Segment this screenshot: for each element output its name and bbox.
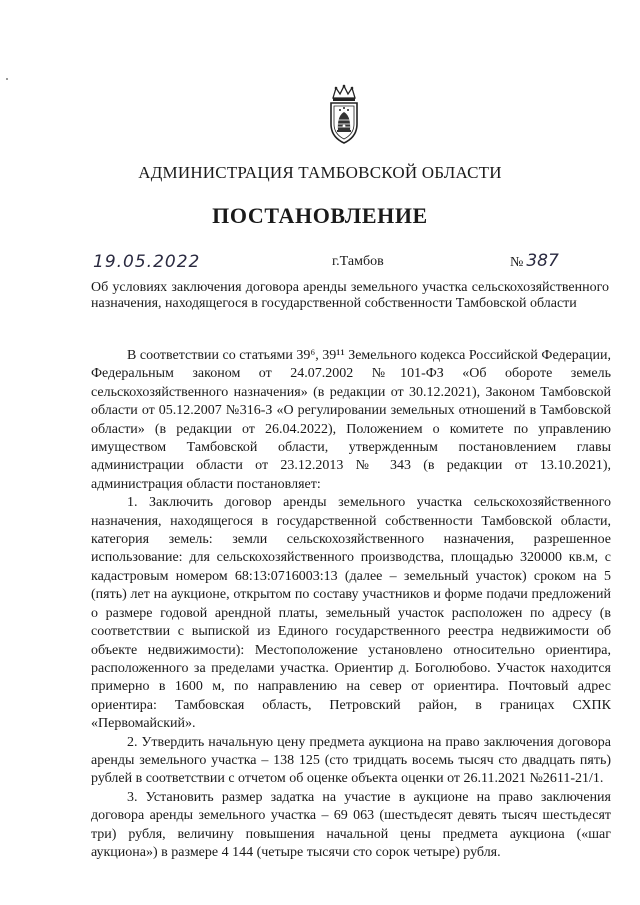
document-place: г.Тамбов [332,254,384,269]
document-type-title: ПОСТАНОВЛЕНИЕ [212,203,428,228]
item-2-paragraph: 2. Утвердить начальную цену предмета аукциона на право заключения договора аренды земельного участка – 138 125 (сто тридцать восемь тысяч сто двадцать пять) рублей в соответствии с отчетом об оценке объекта оценки от 26.11.2021 №2611-21/1. [91,734,611,787]
item-3-paragraph: 3. Установить размер задатка на участие в аукционе на право заключения договора аренды земельного участка – 69 063 (шестьдесят девять тысяч шестьдесят три) рубля, величину повышения начальной цены предмета аукциона («шаг аукциона») в размере 4 144 (четыре тысячи сто сорок четыре) рубля. [91,789,611,860]
coat-of-arms-icon [324,84,364,146]
organization-name: АДМИНИСТРАЦИЯ ТАМБОВСКОЙ ОБЛАСТИ [138,163,502,182]
preamble-paragraph: В соответствии со статьями 39⁶, 39¹¹ Земельного кодекса Российской Федерации, Федеральным законом от 24.07.2002 №101-ФЗ «Об обороте земель сельскохозяйственного назначения» (в редакции от 30.12.2021), Законом Тамбовской области от 05.12.2007 №316-З «О регулировании земельных отношений в Тамбовской области» (в редакции от 26.04.2022), Положением о комитете по управлению имуществом Тамбовской области, утвержденным постановлением главы администрации области от 23.12.2013 № 343 (в редакции от 13.10.2021), администрация области постановляет: [91,348,611,492]
document-number-label: № [510,255,524,270]
document-number [510,251,559,271]
document-date: 19.05.2022 [93,252,201,272]
document-body [91,347,611,862]
scan-speck [6,78,8,80]
document-subject: Об условиях заключения договора аренды земельного участка сельскохозяйственного назначения, находящегося в государственной собственности Тамбовской области [91,280,609,311]
document-number-value: 387 [526,251,559,271]
item-1-paragraph: 1. Заключить договор аренды земельного участка сельскохозяйственного назначения, находящегося в государственной собственности Тамбовской области, категория земель: земли сельскохозяйственного назначения, разрешенное использование: для сельскохозяйственного производства, площадью 320000 кв.м, с кадастровым номером 68:13:0716003:13 (далее – земельный участок) сроком на 5 (пять) лет на аукционе, открытом по составу участников и форме подачи предложений о размере годовой арендной платы, земельный участок расположен по адресу (в соответствии с выпиской из Единого государственного реестра недвижимости об объекте недвижимости): Местоположение установлено относительно ориентира, расположенного за пределами участка. Ориентир д. Боголюбово. Участок находится примерно в 1600 м, по направлению на север от ориентира. Почтовый адрес ориентира: Тамбовская область, Петровский район, в границах СХПК «Первомайский». [91,495,611,732]
